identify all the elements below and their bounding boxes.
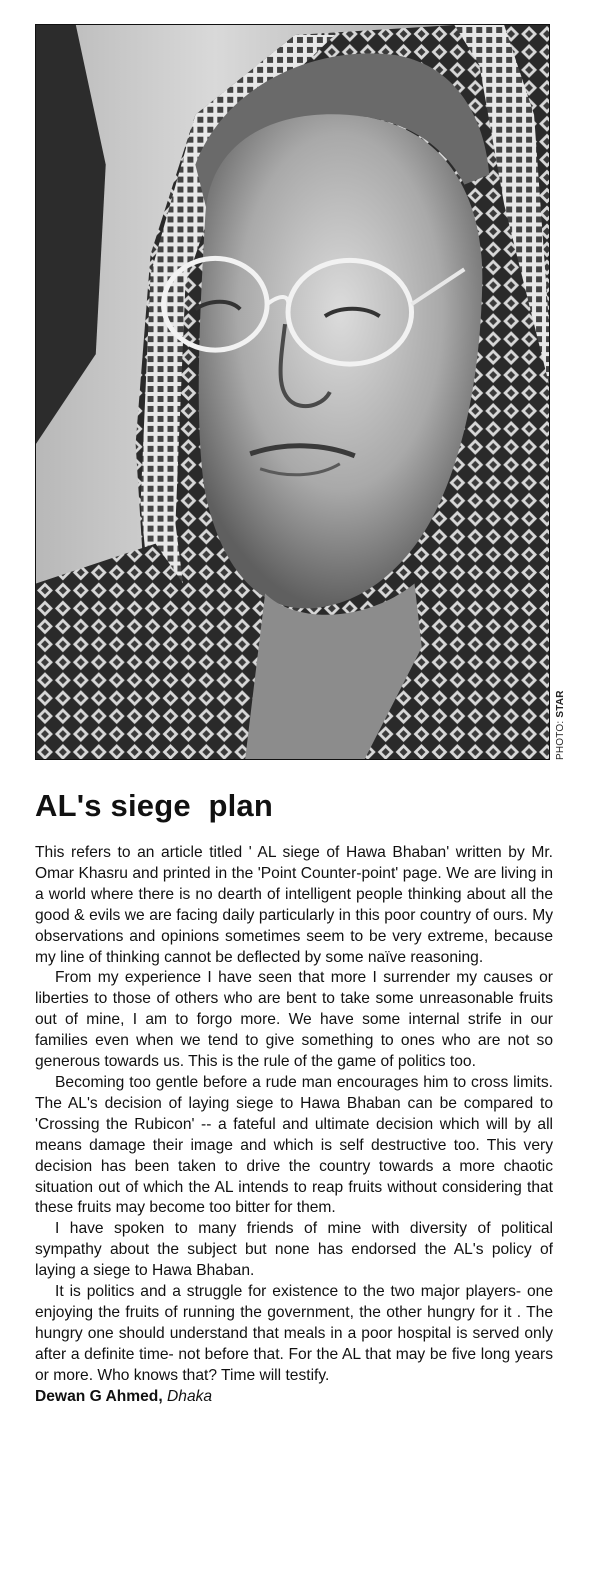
author-city: Dhaka xyxy=(167,1387,213,1405)
letter-paragraph: It is politics and a struggle for existence to the two major players- one enjoying the fruits of running the government, the other hungry for it . The hungry one should understand that meals in a poor hospital is served only after a definite time- not before that. For the AL that may be five long years or more. Who knows that? Time will testify. xyxy=(35,1283,553,1384)
letter-paragraph: I have spoken to many friends of mine with diversity of political sympathy about the subject but none has endorsed the AL's policy of laying a siege to Hawa Bhaban. xyxy=(35,1220,553,1280)
letter-paragraph: From my experience I have seen that more I surrender my causes or liberties to those of others who are bent to take some unreasonable fruits out of mine, I am to forgo more. We have some internal strife in our families even when we tend to give something to ones who are not so generous towards us. This is the rule of the game of politics too. xyxy=(35,969,553,1071)
news-photo xyxy=(35,24,550,760)
photo-credit-source: STAR xyxy=(555,690,566,718)
letter-paragraph: Becoming too gentle before a rude man encourages him to cross limits. The AL's decision of laying siege to Hawa Bhaban can be compared to 'Crossing the Rubicon' -- a fateful and ultimate decision which will by all means damage their image and which is self destructive too. This very decision has been taken to drive the country towards a more chaotic situation out of which the AL intends to reap fruits without considering that these fruits may become too bitter for them. xyxy=(35,1073,553,1217)
letter-paragraph: This refers to an article titled ' AL siege of Hawa Bhaban' written by Mr. Omar Khasru and printed in the 'Point Counter-point' page. We are living in a world where there is no dearth of intelligent people thinking about all the good & evils we are facing daily particularly in this poor country of ours. My observations and opinions sometimes seem to be very extreme, because my line of thinking cannot be deflected by some naïve reasoning. xyxy=(35,844,553,966)
letter-body xyxy=(35,843,553,1407)
photo-credit xyxy=(555,690,566,760)
letter-signature xyxy=(35,1387,553,1408)
portrait-photo xyxy=(36,25,549,759)
article-headline: AL's siege plan xyxy=(35,788,273,823)
photo-credit-label: PHOTO: xyxy=(555,720,566,760)
author-name: Dewan G Ahmed, xyxy=(35,1387,163,1405)
